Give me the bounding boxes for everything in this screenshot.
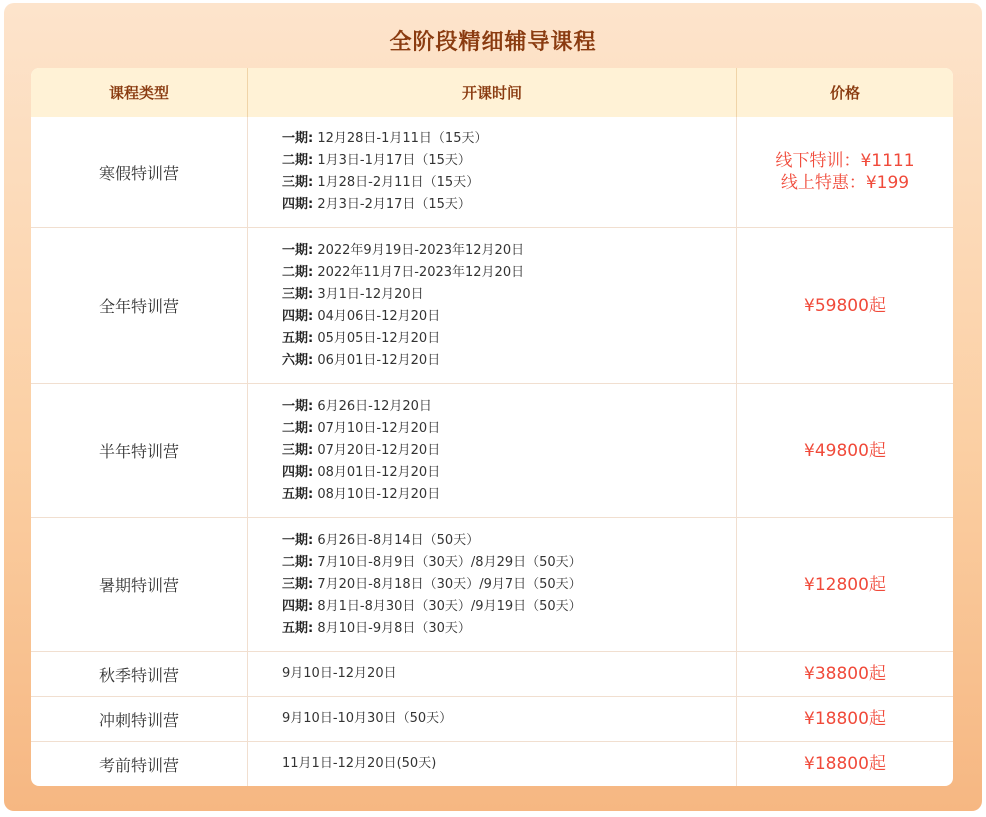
term-label: 一期: xyxy=(282,131,314,146)
term-dates: 1月3日-1月17日（15天） xyxy=(317,153,471,168)
schedule-item xyxy=(282,462,440,484)
term-label: 四期: xyxy=(282,598,314,614)
term-label: 五期: xyxy=(282,330,314,346)
table-row xyxy=(31,652,953,697)
table-header xyxy=(31,68,953,117)
course-type: 寒假特训营 xyxy=(98,163,179,183)
course-type: 秋季特训营 xyxy=(98,665,179,685)
schedule-list xyxy=(282,753,436,775)
term-label: 四期: xyxy=(282,464,314,480)
term-dates: 05月05日-12月20日 xyxy=(317,330,441,346)
column-header-schedule: 开课时间 xyxy=(461,84,522,102)
term-dates: 7月10日-8月9日（30天）/8月29日（50天） xyxy=(317,554,582,570)
course-type: 全年特训营 xyxy=(98,297,179,316)
price: ¥18800起 xyxy=(804,754,886,774)
price-offline: 线下特训：¥1111 xyxy=(775,151,915,171)
schedule-item xyxy=(282,172,487,194)
term-label: 二期: xyxy=(282,420,314,436)
term-label: 二期: xyxy=(282,153,314,168)
term-dates: 9月10日-12月20日 xyxy=(282,666,397,681)
term-dates: 6月26日-12月20日 xyxy=(317,398,432,414)
term-dates: 04月06日-12月20日 xyxy=(317,308,441,324)
course-type: 暑期特训营 xyxy=(98,576,179,595)
term-label: 五期: xyxy=(282,486,314,502)
term-dates: 07月20日-12月20日 xyxy=(317,442,441,458)
schedule-item xyxy=(282,708,452,730)
term-label: 一期: xyxy=(282,398,314,414)
schedule-item xyxy=(282,484,440,506)
schedule-item xyxy=(282,618,582,640)
course-panel xyxy=(4,3,982,811)
table-row xyxy=(31,518,953,652)
schedule-item xyxy=(282,262,524,284)
term-dates: 9月10日-10月30日（50天） xyxy=(282,711,453,726)
schedule-list xyxy=(282,240,524,372)
term-dates: 8月1日-8月30日（30天）/9月19日（50天） xyxy=(317,598,582,614)
table-row xyxy=(31,697,953,742)
schedule-item xyxy=(282,150,487,172)
term-dates: 07月10日-12月20日 xyxy=(317,420,441,436)
table-row xyxy=(31,742,953,786)
schedule-list xyxy=(282,396,440,506)
schedule-item xyxy=(282,418,440,440)
schedule-item xyxy=(282,128,487,150)
term-dates: 08月01日-12月20日 xyxy=(317,464,441,480)
term-label: 三期: xyxy=(282,175,314,190)
term-label: 一期: xyxy=(282,242,314,258)
table-row xyxy=(31,117,953,228)
schedule-item xyxy=(282,753,436,775)
term-dates: 6月26日-8月14日（50天） xyxy=(317,532,480,548)
term-dates: 8月10日-9月8日（30天） xyxy=(317,620,471,636)
schedule-list xyxy=(282,128,487,216)
term-dates: 2月3日-2月17日（15天） xyxy=(317,197,471,212)
schedule-item xyxy=(282,194,487,216)
term-label: 二期: xyxy=(282,264,314,280)
schedule-item xyxy=(282,574,582,596)
term-label: 六期: xyxy=(282,352,314,368)
schedule-list xyxy=(282,663,397,685)
term-dates: 06月01日-12月20日 xyxy=(317,352,441,368)
term-label: 三期: xyxy=(282,286,314,302)
schedule-item xyxy=(282,440,440,462)
schedule-item xyxy=(282,350,524,372)
schedule-item xyxy=(282,663,397,685)
column-header-price: 价格 xyxy=(829,84,860,102)
column-header-type: 课程类型 xyxy=(108,84,169,102)
schedule-item xyxy=(282,596,582,618)
price-online: 线上特惠：¥199 xyxy=(780,173,910,193)
term-dates: 3月1日-12月20日 xyxy=(317,286,424,302)
term-dates: 08月10日-12月20日 xyxy=(317,486,441,502)
term-label: 四期: xyxy=(282,197,314,212)
course-type: 考前特训营 xyxy=(98,755,179,775)
schedule-list xyxy=(282,708,452,730)
term-dates: 11月1日-12月20日(50天) xyxy=(282,756,437,771)
term-dates: 2022年11月7日-2023年12月20日 xyxy=(317,264,525,280)
price: ¥18800起 xyxy=(804,709,886,729)
term-label: 一期: xyxy=(282,532,314,548)
term-label: 三期: xyxy=(282,576,314,592)
price: ¥38800起 xyxy=(804,664,886,684)
term-label: 二期: xyxy=(282,554,314,570)
schedule-item xyxy=(282,306,524,328)
term-label: 四期: xyxy=(282,308,314,324)
term-label: 三期: xyxy=(282,442,314,458)
term-dates: 7月20日-8月18日（30天）/9月7日（50天） xyxy=(317,576,582,592)
course-type: 半年特训营 xyxy=(98,442,179,461)
term-dates: 2022年9月19日-2023年12月20日 xyxy=(317,242,525,258)
schedule-item xyxy=(282,552,582,574)
term-label: 五期: xyxy=(282,620,314,636)
course-table xyxy=(31,68,953,786)
page-title: 全阶段精细辅导课程 xyxy=(389,30,597,55)
schedule-item xyxy=(282,240,524,262)
schedule-item xyxy=(282,284,524,306)
schedule-list xyxy=(282,530,582,640)
term-dates: 1月28日-2月11日（15天） xyxy=(317,175,480,190)
table-row xyxy=(31,228,953,384)
schedule-item xyxy=(282,328,524,350)
schedule-item xyxy=(282,530,582,552)
price: ¥12800起 xyxy=(804,574,886,595)
table-row xyxy=(31,384,953,518)
term-dates: 12月28日-1月11日（15天） xyxy=(317,131,488,146)
schedule-item xyxy=(282,396,440,418)
course-type: 冲刺特训营 xyxy=(98,710,179,730)
price: ¥49800起 xyxy=(804,440,886,461)
price: ¥59800起 xyxy=(804,295,886,316)
